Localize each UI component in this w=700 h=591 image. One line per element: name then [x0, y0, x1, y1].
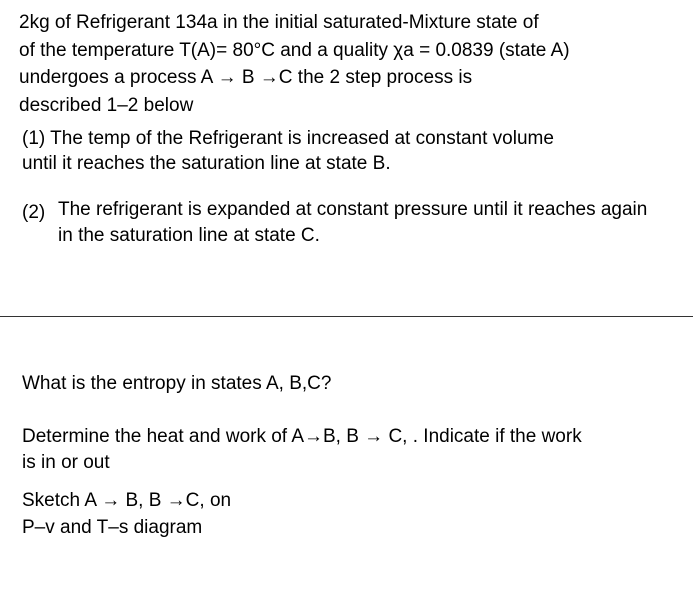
intro-line-3: undergoes a process A → B →C the 2 step process is — [19, 67, 473, 88]
intro-line-4: described 1–2 below — [19, 95, 194, 116]
step1-line-1: (1) The temp of the Refrigerant is increased at constant volume — [22, 128, 554, 149]
step2-line-2: in the saturation line at state C. — [58, 225, 320, 246]
question-heat-work-line-1: Determine the heat and work of A→B, B → C, . Indicate if the work — [22, 426, 582, 447]
intro-line-2: of the temperature T(A)= 80°C and a quality χa = 0.0839 (state A) — [19, 40, 570, 61]
intro-line-1: 2kg of Refrigerant 134a in the initial saturated-Mixture state of — [19, 12, 539, 33]
section-divider — [0, 316, 693, 317]
step1-line-2: until it reaches the saturation line at state B. — [22, 153, 391, 174]
question-sketch-line-2: P–v and T–s diagram — [22, 517, 203, 538]
step2-marker: (2) — [22, 202, 46, 223]
question-heat-work-line-2: is in or out — [22, 452, 110, 473]
step2-line-1: The refrigerant is expanded at constant pressure until it reaches again — [58, 199, 648, 220]
question-entropy: What is the entropy in states A, B,C? — [22, 373, 332, 394]
question-sketch-line-1: Sketch A → B, B →C, on — [22, 490, 232, 511]
